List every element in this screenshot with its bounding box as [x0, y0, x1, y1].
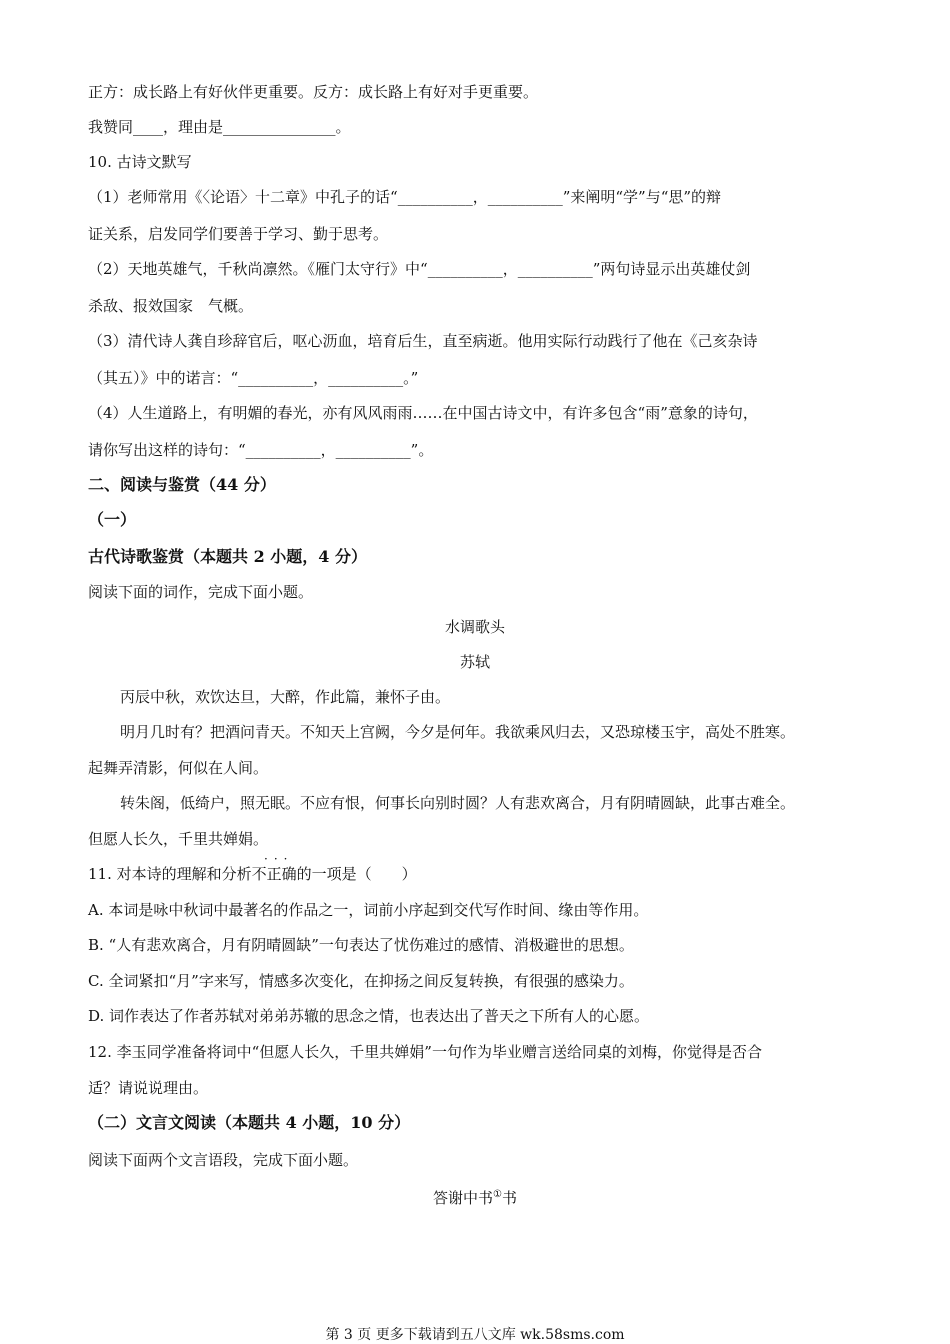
- question-12-cont: 适？请说说理由。: [88, 1079, 209, 1097]
- q11-option-b: B. “人有悲欢离合，月有阴晴圆缺”一句表达了忧伤难过的感情、消极避世的思想。: [88, 936, 634, 954]
- poem-stanza-1-cont: 起舞弄清影，何似在人间。: [88, 759, 269, 777]
- poem-preface: 丙辰中秋，欢饮达旦，大醉，作此篇，兼怀子由。: [120, 688, 451, 706]
- q11-option-d: D. 词作表达了作者苏轼对弟弟苏辙的思念之情，也表达出了普天之下所有人的心愿。: [88, 1007, 650, 1025]
- page-footer: 第 3 页 更多下载请到五八文库 wk.58sms.com: [325, 1327, 625, 1343]
- section-2-heading: 二、阅读与鉴赏（44 分）: [88, 475, 276, 494]
- part-2-heading: （二）文言文阅读（本题共 4 小题，10 分）: [88, 1113, 411, 1132]
- classical-text-title-end: 书: [501, 1189, 517, 1207]
- q11-option-c: C. 全词紧扣“月”字来写，情感多次变化，在抑扬之间反复转换，有很强的感染力。: [88, 972, 634, 990]
- emphasis-dots: ···: [264, 852, 294, 866]
- q11-option-a: A. 本词是咏中秋词中最著名的作品之一，词前小序起到交代写作时间、缘由等作用。: [88, 901, 649, 919]
- answer-line: 我赞同____，理由是_______________。: [88, 118, 351, 136]
- q10-item-4-cont: 请你写出这样的诗句：“__________，__________”。: [88, 441, 434, 459]
- q10-item-2-cont: 杀敌、报效国家 气概。: [88, 297, 254, 315]
- question-12: 12. 李玉同学准备将词中“但愿人长久，千里共婵娟”一句作为毕业赠言送给同桌的刘梅，你觉得是否合: [88, 1043, 762, 1061]
- q10-item-3-cont: （其五）》中的诺言：“__________，__________。”: [88, 369, 419, 387]
- part-2-intro: 阅读下面两个文言语段，完成下面小题。: [88, 1151, 359, 1169]
- poem-stanza-1: 明月几时有？把酒问青天。不知天上宫阙，今夕是何年。我欲乘风归去，又恐琼楼玉宇，高处不胜寒。: [120, 723, 796, 741]
- poem-title: 水调歌头: [444, 618, 505, 636]
- poem-intro: 阅读下面的词作，完成下面小题。: [88, 583, 314, 601]
- classical-text-title-main: 答谢中书: [433, 1189, 494, 1207]
- question-11: 11. 对本诗的理解和分析不正确的一项是（ ）: [88, 865, 417, 883]
- q10-item-1-cont: 证关系，启发同学们要善于学习、勤于思考。: [88, 225, 389, 243]
- classical-text-title: [0, 1185, 950, 1208]
- poem-stanza-2-cont: 但愿人长久，千里共婵娟。: [88, 830, 269, 848]
- question-10-title: 10. 古诗文默写: [88, 153, 192, 171]
- part-1-heading: （一）: [88, 510, 137, 529]
- poem-section-heading: 古代诗歌鉴赏（本题共 2 小题，4 分）: [88, 547, 367, 566]
- poem-stanza-2: 转朱阁，低绮户，照无眠。不应有恨，何事长向别时圆？人有悲欢离合，月有阴晴圆缺，此事古难全。: [120, 794, 796, 812]
- q10-item-1: （1）老师常用《〈论语〉十二章》中孔子的话“__________，__________”来阐明“学”与“思”的辩: [88, 188, 722, 206]
- q10-item-4: （4）人生道路上，有明媚的春光，亦有风风雨雨……在中国古诗文中，有许多包含“雨”意象的诗句，: [88, 404, 758, 422]
- q10-item-2: （2）天地英雄气，千秋尚凛然。《雁门太守行》中“__________，__________”两句诗显示出英雄仗剑: [88, 260, 751, 278]
- q10-item-3: （3）清代诗人龚自珍辞官后，呕心沥血，培育后生，直至病逝。他用实际行动践行了他在《己亥杂诗: [88, 332, 758, 350]
- poem-author: 苏轼: [459, 653, 490, 671]
- footnote-marker: ①: [493, 1189, 502, 1200]
- debate-line: 正方：成长路上有好伙伴更重要。反方：成长路上有好对手更重要。: [88, 83, 539, 101]
